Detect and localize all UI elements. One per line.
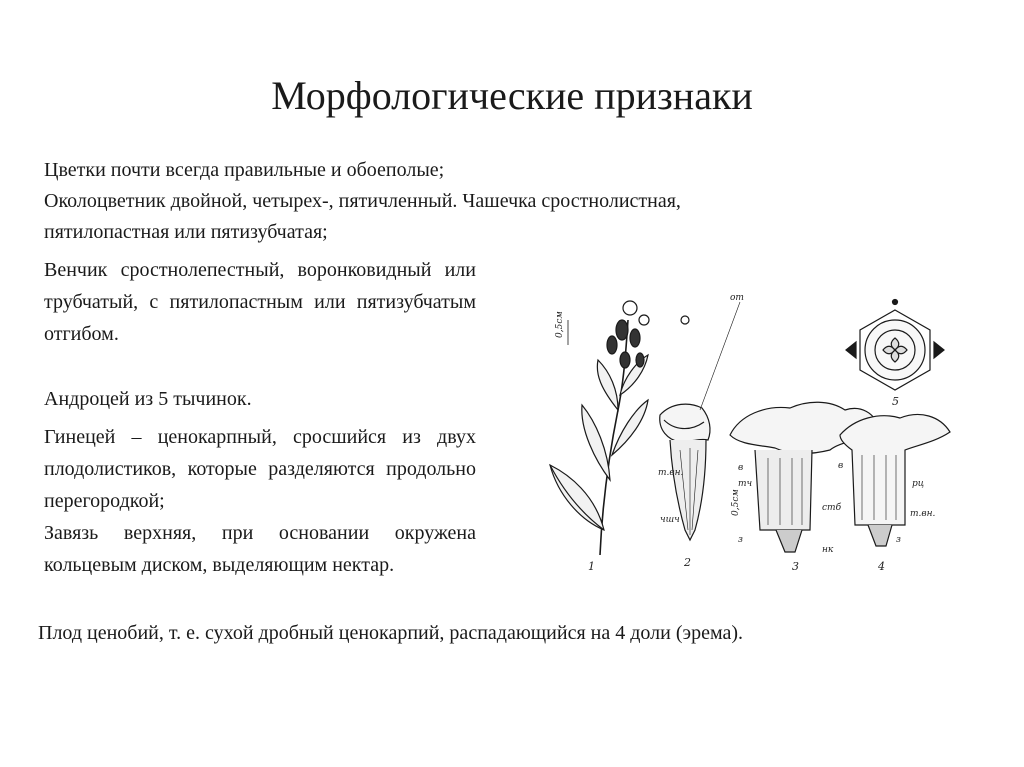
flower-side-view — [658, 404, 710, 569]
figure-number-5: 5 — [892, 395, 899, 408]
floral-diagram — [846, 300, 944, 409]
paragraph-corolla: Венчик сростнолепестный, воронковидный или трубчатый, с пятилопастным или пятизубчатым отгибом. — [44, 259, 476, 345]
scale-label-1: 0,5см — [555, 311, 565, 338]
text-line-fruit: Плод ценобий, т. е. сухой дробный ценокарпий, распадающийся на 4 доли (эрема). — [38, 622, 743, 644]
paragraph-ovary: Завязь верхняя, при основании окружена кольцевым диском, выделяющим нектар. — [44, 522, 476, 576]
text-line-calyx: пятилопастная или пятизубчатая; — [44, 221, 328, 243]
text-line-flowers: Цветки почти всегда правильные и обоеполые; — [44, 159, 445, 181]
figure-number-4: 4 — [878, 560, 885, 573]
figure-number-1: 1 — [588, 560, 595, 573]
label-rc: рц — [912, 479, 925, 489]
label-nk: нк — [822, 545, 834, 555]
label-tch: тч — [738, 479, 753, 489]
label-tvn-2: т.вн. — [910, 509, 936, 519]
text-line-perianth: Околоцветник двойной, четырех-, пятичленный. Чашечка сростнолистная, — [44, 190, 681, 212]
label-tvn-1: т.вн. — [658, 468, 684, 478]
label-v-1: в — [738, 463, 744, 473]
paragraph-androecium: Андроцей из 5 тычинок. — [44, 388, 252, 410]
label-chshch: чшч — [660, 515, 680, 525]
label-stb: стб — [822, 503, 842, 513]
label-z-2: з — [896, 535, 901, 545]
figure-number-2: 2 — [684, 556, 691, 569]
botanical-illustration — [540, 290, 960, 590]
scale-label-2: 0,5см — [731, 489, 741, 516]
label-z-1: з — [738, 535, 743, 545]
page-title: Морфологические признаки — [271, 73, 753, 118]
paragraph-gynoecium: Гинецей – ценокарпный, сросшийся из двух плодолистиков, которые разделяются продольно перегородкой; — [44, 426, 476, 512]
label-ot: от — [730, 293, 744, 303]
figure-number-3: 3 — [792, 560, 799, 573]
label-v-2: в — [838, 461, 844, 471]
